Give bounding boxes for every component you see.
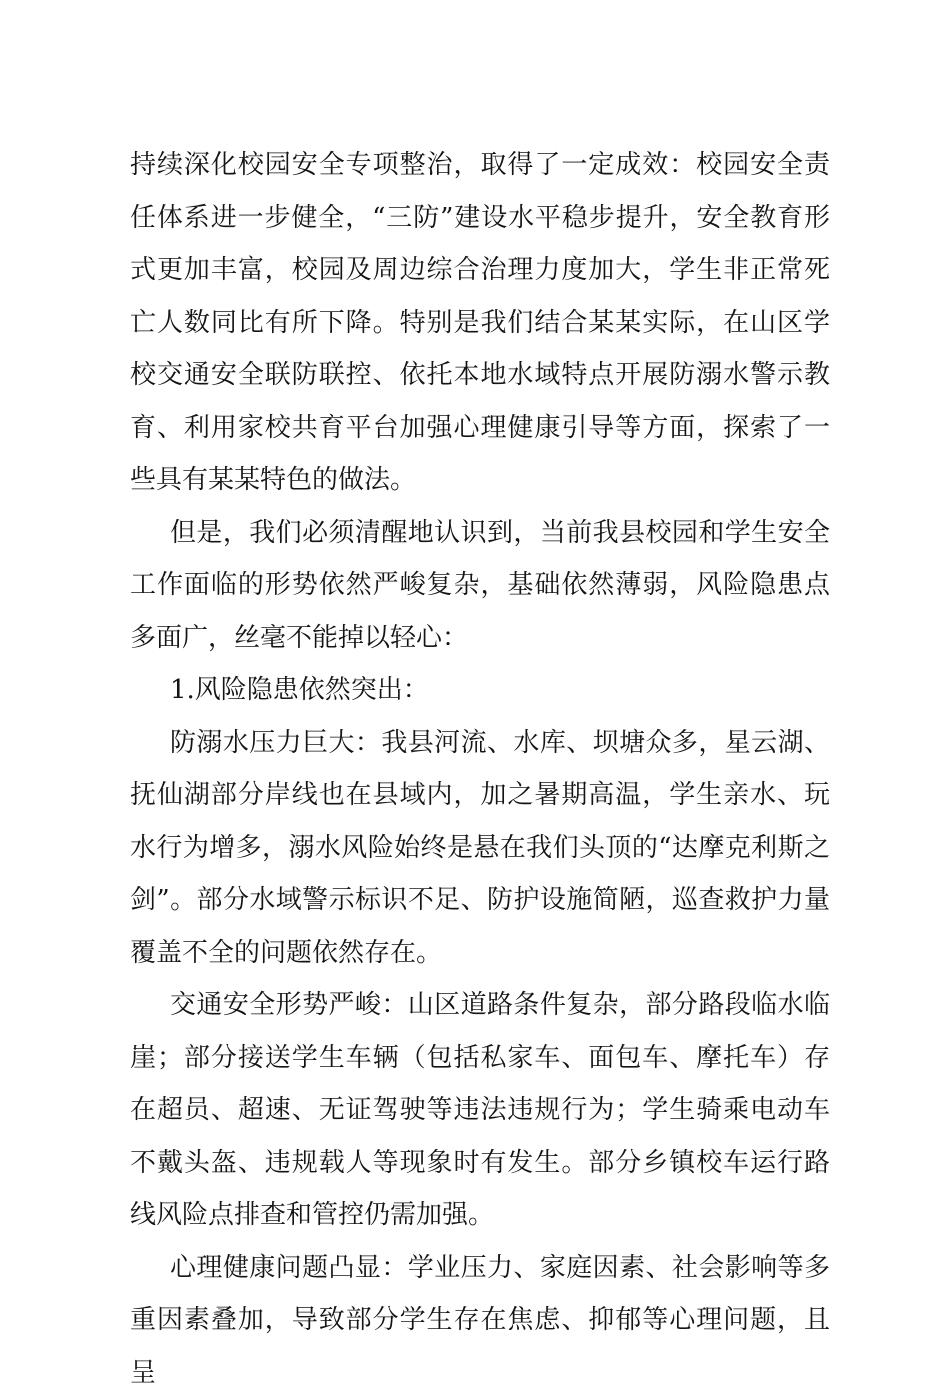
paragraph-mental-health: 心理健康问题凸显：学业压力、家庭因素、社会影响等多重因素叠加，导致部分学生存在焦虑、抑郁等心理问题，且呈 bbox=[130, 1242, 830, 1399]
document-body bbox=[130, 139, 830, 1399]
paragraph-drowning: 防溺水压力巨大：我县河流、水库、坝塘众多，星云湖、抚仙湖部分岸线也在县域内，加之暑期高温，学生亲水、玩水行为增多，溺水风险始终是悬在我们头顶的“达摩克利斯之剑”。部分水域警示标识不足、防护设施简陋，巡查救护力量覆盖不全的问题依然存在。 bbox=[130, 717, 830, 980]
section-heading-risks: 1.风险隐患依然突出： bbox=[130, 664, 830, 717]
paragraph-situation: 但是，我们必须清醒地认识到，当前我县校园和学生安全工作面临的形势依然严峻复杂，基础依然薄弱，风险隐患点多面广，丝毫不能掉以轻心： bbox=[130, 507, 830, 665]
paragraph-traffic: 交通安全形势严峻：山区道路条件复杂，部分路段临水临崖；部分接送学生车辆（包括私家车、面包车、摩托车）存在超员、超速、无证驾驶等违法违规行为；学生骑乘电动车不戴头盔、违规载人等现象时有发生。部分乡镇校车运行路线风险点排查和管控仍需加强。 bbox=[130, 979, 830, 1242]
paragraph-achievements: 持续深化校园安全专项整治，取得了一定成效：校园安全责任体系进一步健全，“三防”建设水平稳步提升，安全教育形式更加丰富，校园及周边综合治理力度加大，学生非正常死亡人数同比有所下降。特别是我们结合某某实际，在山区学校交通安全联防联控、依托本地水域特点开展防溺水警示教育、利用家校共育平台加强心理健康引导等方面，探索了一些具有某某特色的做法。 bbox=[130, 139, 830, 507]
